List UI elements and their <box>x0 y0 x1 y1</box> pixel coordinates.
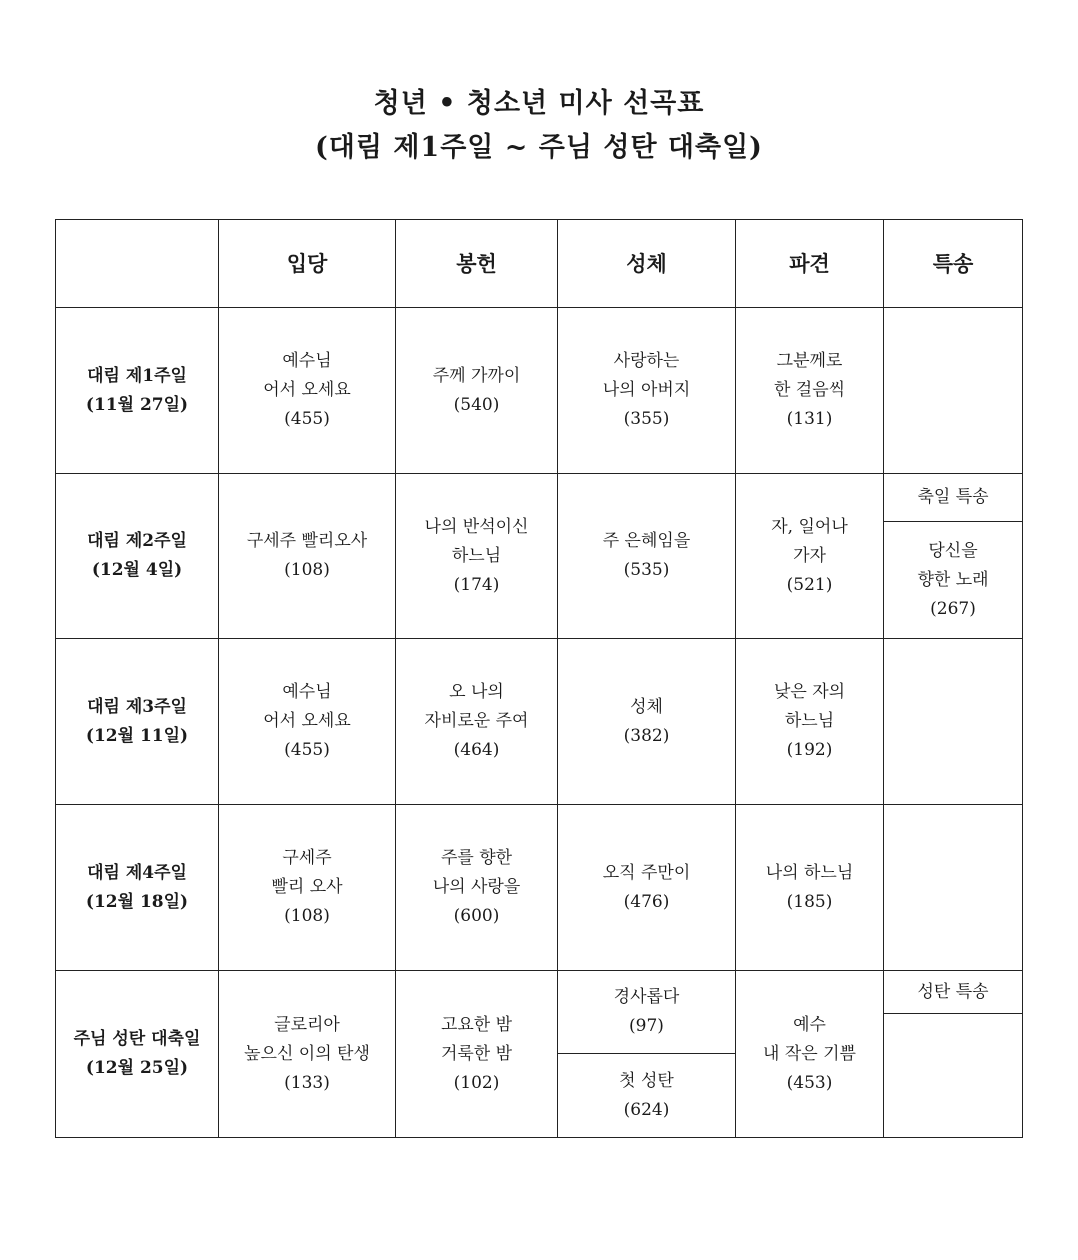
entrance-song: 예수님 어서 오세요 (455) <box>219 639 396 805</box>
communion-song: 성체 (382) <box>558 639 736 805</box>
special-cell <box>884 474 1023 639</box>
dismissal-song: 예수 내 작은 기쁨 (453) <box>736 971 884 1138</box>
special-song: 당신을 향한 노래 (267) <box>884 521 1022 638</box>
communion-cell <box>558 971 736 1138</box>
entrance-song: 예수님 어서 오세요 (455) <box>219 308 396 474</box>
communion-song: 주 은혜임을 (535) <box>558 474 736 639</box>
entrance-song: 구세주 빨리 오사 (108) <box>219 805 396 971</box>
special-song <box>884 639 1023 805</box>
row-label: 대림 제4주일 (12월 18일) <box>56 805 219 971</box>
special-song <box>884 805 1023 971</box>
dismissal-song: 그분께로 한 걸음씩 (131) <box>736 308 884 474</box>
offertory-song: 오 나의 자비로운 주여 (464) <box>396 639 558 805</box>
row-label: 대림 제2주일 (12월 4일) <box>56 474 219 639</box>
table-row <box>56 474 1023 639</box>
table-row <box>56 639 1023 805</box>
header-special: 특송 <box>884 220 1023 308</box>
header-entrance: 입당 <box>219 220 396 308</box>
offertory-song: 주를 향한 나의 사랑을 (600) <box>396 805 558 971</box>
offertory-song: 고요한 밤 거룩한 밤 (102) <box>396 971 558 1138</box>
special-cell <box>884 971 1023 1138</box>
special-title: 성탄 특송 <box>917 981 989 1002</box>
entrance-song: 글로리아 높으신 이의 탄생 (133) <box>219 971 396 1138</box>
header-empty <box>56 220 219 308</box>
table-row <box>56 805 1023 971</box>
table-row <box>56 308 1023 474</box>
dismissal-song: 낮은 자의 하느님 (192) <box>736 639 884 805</box>
header-dismissal: 파견 <box>736 220 884 308</box>
special-song <box>884 1013 1022 1137</box>
table-row <box>56 971 1023 1138</box>
row-label: 대림 제3주일 (12월 11일) <box>56 639 219 805</box>
table-header-row <box>56 220 1023 308</box>
row-label: 주님 성탄 대축일 (12월 25일) <box>56 971 219 1138</box>
song-selection-table <box>55 219 1023 1138</box>
offertory-song: 주께 가까이 (540) <box>396 308 558 474</box>
special-song <box>884 308 1023 474</box>
row-label: 대림 제1주일 (11월 27일) <box>56 308 219 474</box>
communion-song: 오직 주만이 (476) <box>558 805 736 971</box>
communion-song-1: 경사롭다 (97) <box>613 987 680 1036</box>
communion-song-2: 첫 성탄 (624) <box>558 1053 735 1137</box>
page-title: 청년 • 청소년 미사 선곡표 <box>373 88 705 119</box>
header-communion: 성체 <box>558 220 736 308</box>
dismissal-song: 자, 일어나 가자 (521) <box>736 474 884 639</box>
title-block <box>0 82 1078 170</box>
communion-song: 사랑하는 나의 아버지 (355) <box>558 308 736 474</box>
offertory-song: 나의 반석이신 하느님 (174) <box>396 474 558 639</box>
header-offertory: 봉헌 <box>396 220 558 308</box>
page-subtitle: (대림 제1주일 ~ 주님 성탄 대축일) <box>315 132 763 163</box>
entrance-song: 구세주 빨리오사 (108) <box>219 474 396 639</box>
dismissal-song: 나의 하느님 (185) <box>736 805 884 971</box>
special-title: 축일 특송 <box>917 487 989 507</box>
